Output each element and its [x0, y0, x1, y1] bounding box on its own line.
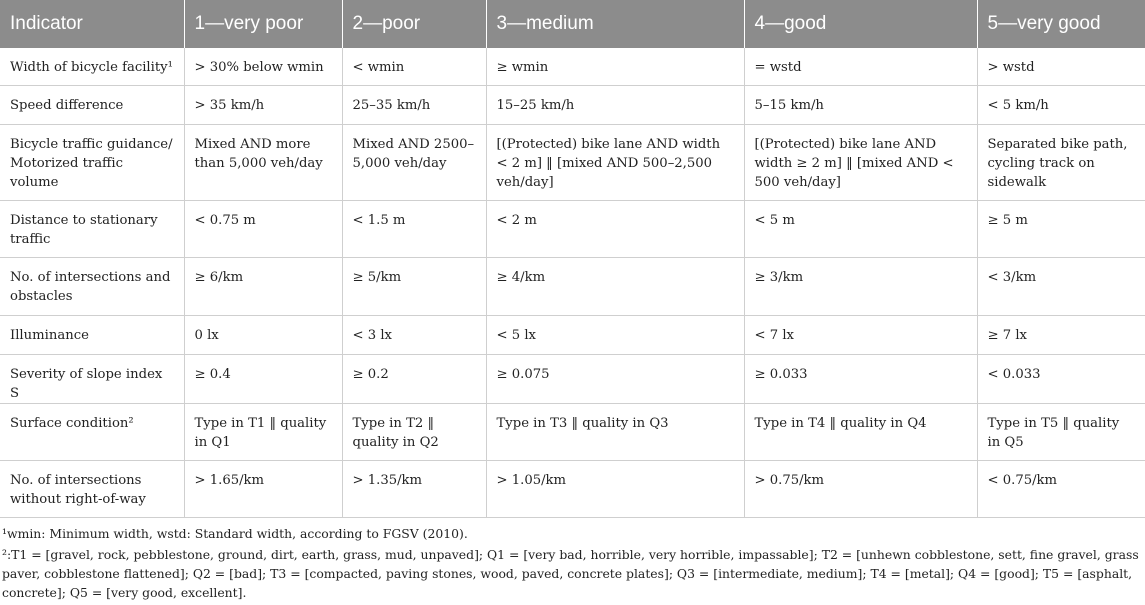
table-row — [0, 461, 1145, 518]
table-cell: [(Protected) bike lane AND width < 2 m] ‖ [mixed AND 500–2,500 veh/day] — [486, 125, 744, 201]
header-good: 4—good — [744, 0, 977, 48]
table-cell: < 7 lx — [744, 316, 977, 355]
table-cell: 25–35 km/h — [342, 86, 486, 125]
table-cell: Separated bike path, cycling track on sidewalk — [977, 125, 1145, 201]
footnotes — [0, 518, 1145, 602]
row-label: Width of bicycle facility¹ — [0, 48, 184, 86]
table-cell: < 5 km/h — [977, 86, 1145, 125]
table-cell: > 1.05/km — [486, 461, 744, 518]
header-medium: 3—medium — [486, 0, 744, 48]
table-cell: > 30% below wmin — [184, 48, 342, 86]
table-cell: Type in T2 ‖ quality in Q2 — [342, 404, 486, 461]
table-cell: > wstd — [977, 48, 1145, 86]
table-cell: < 2 m — [486, 201, 744, 258]
table-cell: ≥ wmin — [486, 48, 744, 86]
table-cell: Type in T1 ‖ quality in Q1 — [184, 404, 342, 461]
table-cell: ≥ 0.075 — [486, 355, 744, 404]
header-very-poor: 1—very poor — [184, 0, 342, 48]
table-cell: < wmin — [342, 48, 486, 86]
footnote-1: ¹wmin: Minimum width, wstd: Standard width, according to FGSV (2010). — [2, 526, 468, 541]
table-cell: < 0.75 m — [184, 201, 342, 258]
table-row — [0, 86, 1145, 125]
table-cell: < 1.5 m — [342, 201, 486, 258]
table-cell: < 0.033 — [977, 355, 1145, 404]
row-label: Severity of slope index S — [0, 355, 184, 404]
table-row — [0, 258, 1145, 316]
row-label: No. of intersections and obstacles — [0, 258, 184, 316]
row-label: Speed difference — [0, 86, 184, 125]
table-cell: > 35 km/h — [184, 86, 342, 125]
header-indicator: Indicator — [0, 0, 184, 48]
table-cell: ≥ 4/km — [486, 258, 744, 316]
table-cell: < 0.75/km — [977, 461, 1145, 518]
table-row — [0, 125, 1145, 201]
table-cell: Mixed AND more than 5,000 veh/day — [184, 125, 342, 201]
table-cell: ≥ 0.033 — [744, 355, 977, 404]
row-label: Bicycle traffic guidance/ Motorized traffic volume — [0, 125, 184, 201]
table-cell: < 3/km — [977, 258, 1145, 316]
table-row — [0, 355, 1145, 404]
table-cell: < 5 m — [744, 201, 977, 258]
table-cell: Mixed AND 2500–5,000 veh/day — [342, 125, 486, 201]
table-cell: ≥ 6/km — [184, 258, 342, 316]
table-cell: < 3 lx — [342, 316, 486, 355]
table-cell: ≥ 0.2 — [342, 355, 486, 404]
table-cell: > 1.35/km — [342, 461, 486, 518]
table-row — [0, 48, 1145, 86]
table-cell: Type in T4 ‖ quality in Q4 — [744, 404, 977, 461]
table-cell: Type in T5 ‖ quality in Q5 — [977, 404, 1145, 461]
header-row — [0, 0, 1145, 48]
table-cell: 15–25 km/h — [486, 86, 744, 125]
table-cell: > 1.65/km — [184, 461, 342, 518]
table-cell: = wstd — [744, 48, 977, 86]
table-cell: Type in T3 ‖ quality in Q3 — [486, 404, 744, 461]
row-label: No. of intersections without right-of-way — [0, 461, 184, 518]
table-cell: ≥ 7 lx — [977, 316, 1145, 355]
table-cell: [(Protected) bike lane AND width ≥ 2 m] ‖ [mixed AND < 500 veh/day] — [744, 125, 977, 201]
table-row — [0, 316, 1145, 355]
table-cell: ≥ 5/km — [342, 258, 486, 316]
table-cell: ≥ 3/km — [744, 258, 977, 316]
table-row — [0, 201, 1145, 258]
row-label: Distance to stationary traffic — [0, 201, 184, 258]
header-poor: 2—poor — [342, 0, 486, 48]
row-label: Surface condition² — [0, 404, 184, 461]
footnote-2: ²:T1 = [gravel, rock, pebblestone, ground, dirt, earth, grass, mud, unpaved]; Q1 = [very bad, horrible, very horrible, impassable]; T2 = [unhewn cobblestone, sett, fine gravel, grass paver, cobblestone flattened]; Q2 = [bad]; T3 = [compacted, paving stones, wood, paved, concrete plates]; Q3 = [intermediate, medium]; T4 = [metal]; Q4 = [good]; T5 = [asphalt, concrete]; Q5 = [very good, excellent]. — [2, 547, 1139, 600]
table-row — [0, 404, 1145, 461]
table-cell: < 5 lx — [486, 316, 744, 355]
table-cell: ≥ 0.4 — [184, 355, 342, 404]
table-cell: ≥ 5 m — [977, 201, 1145, 258]
table-cell: > 0.75/km — [744, 461, 977, 518]
header-very-good: 5—very good — [977, 0, 1145, 48]
row-label: Illuminance — [0, 316, 184, 355]
table-cell: 5–15 km/h — [744, 86, 977, 125]
table-cell: 0 lx — [184, 316, 342, 355]
